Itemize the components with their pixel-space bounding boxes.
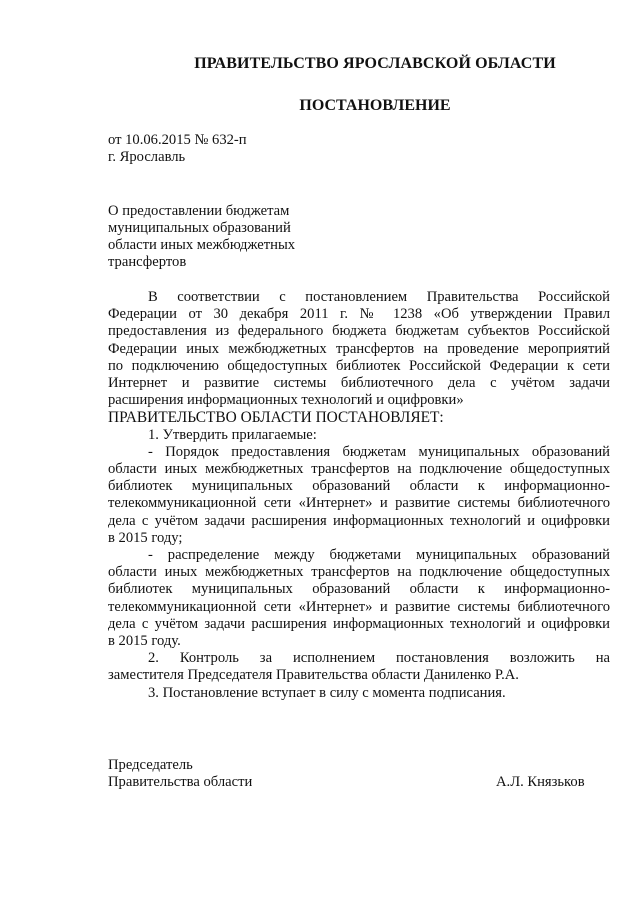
item-1-a-line: в 2015 году; [108,529,183,546]
signer-title-line: Председатель [108,757,193,773]
preamble-line: Федерации от 30 декабря 2011 г. № 1238 «Об утверждении Правил [108,306,610,323]
item-1-a-line: библиотек муниципальных образований области к информационно- [108,478,610,495]
item-1-a-line: области иных межбюджетных трансфертов на подключение общедоступных [108,461,610,478]
preamble-line: по подключению общедоступных библиотек Российской Федерации к сети [108,357,610,374]
item-2 [108,650,610,684]
preamble-line: предоставления из федерального бюджета бюджетам субъектов Российской [108,323,610,340]
item-1-b-line: области иных межбюджетных трансфертов на подключение общедоступных [108,564,610,581]
organization-title: ПРАВИТЕЛЬСТВО ЯРОСЛАВСКОЙ ОБЛАСТИ [194,55,556,72]
item-1-b [108,547,610,650]
date-number: от 10.06.2015 № 632-п [108,132,247,148]
item-1-b-line: в 2015 году. [108,633,181,650]
item-1-a-line: дела с учётом задачи расширения информационных технологий и оцифровки [108,512,610,529]
city: г. Ярославль [108,149,186,165]
item-1-b-line: телекоммуникационной сети «Интернет» и развитие системы библиотечного [108,598,610,615]
item-3: 3. Постановление вступает в силу с момента подписания. [148,684,506,701]
item-1-b-line: библиотек муниципальных образований области к информационно- [108,581,610,598]
preamble-line: Федерации иных межбюджетных трансфертов на проведение мероприятий [108,340,610,357]
item-2-line: заместителя Председателя Правительства области Даниленко Р.А. [108,667,519,684]
signer-title-line: Правительства области [108,774,253,790]
item-1-a-line: телекоммуникационной сети «Интернет» и развитие системы библиотечного [108,495,610,512]
item-1-a [108,444,610,547]
item-1-title: 1. Утвердить прилагаемые: [148,426,317,443]
document-body [108,289,610,702]
subject-line: О предоставлении бюджетам [108,203,290,219]
preamble-line: В соответствии с постановлением Правительства Российской [148,289,610,305]
preamble-line: расширения информационных технологий и оцифровки» [108,392,464,409]
preamble-line: Интернет и развитие системы библиотечного дела с учётом задачи [108,375,610,392]
item-1-a-line: - Порядок предоставления бюджетам муниципальных образований [148,443,610,460]
subject-line: муниципальных образований [108,220,291,236]
preamble [108,289,610,409]
item-2-line: 2. Контроль за исполнением постановления возложить на [148,650,610,667]
signer-name: А.Л. Князьков [496,774,585,790]
item-1-b-line: - распределение между бюджетами муниципальных образований [148,547,610,564]
subject-line: области иных межбюджетных [108,237,296,253]
document-type: ПОСТАНОВЛЕНИЕ [299,97,451,114]
item-1-b-line: дела с учётом задачи расширения информационных технологий и оцифровки [108,615,610,632]
subject-line: трансфертов [108,254,187,270]
resolves-heading: ПРАВИТЕЛЬСТВО ОБЛАСТИ ПОСТАНОВЛЯЕТ: [108,409,444,427]
